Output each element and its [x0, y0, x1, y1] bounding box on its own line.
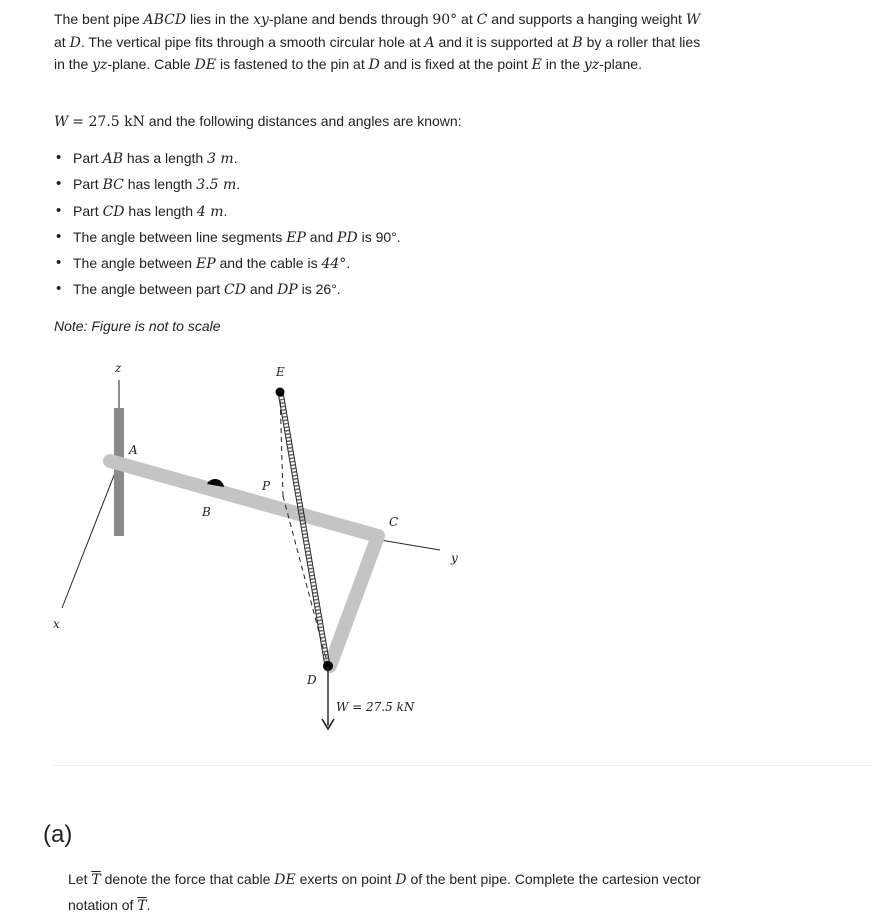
label-y: y [451, 551, 458, 565]
part-label: (a) [43, 821, 73, 848]
fact-item: • Part AB has a length 3 m. [54, 147, 401, 173]
label-d: D [307, 673, 317, 687]
label-c: C [389, 515, 399, 529]
fact-item: • Part CD has length 4 m. [54, 200, 401, 226]
fact-item: • The angle between line segments EP and PD is 90°. [54, 226, 401, 252]
divider [54, 765, 872, 766]
label-z: z [115, 361, 122, 375]
known-values-list [54, 147, 401, 305]
y-axis [380, 540, 440, 550]
given-values: W = 27.5 kN and the following distances and angles are known: [54, 113, 462, 130]
fact-item: • The angle between part CD and DP is 26°. [54, 278, 401, 304]
weight-label: W = 27.5 kN [336, 700, 415, 714]
label-b: B [202, 505, 211, 519]
pin-e [276, 388, 285, 397]
fact-item: • Part BC has length 3.5 m. [54, 173, 401, 199]
label-a: A [129, 443, 138, 457]
fact-item: • The angle between EP and the cable is 44°. [54, 252, 401, 278]
x-axis [62, 460, 120, 608]
vertical-pipe [114, 408, 124, 536]
figure-note: Note: Figure is not to scale [54, 318, 221, 334]
pipe-figure [0, 350, 520, 750]
label-p: P [262, 479, 271, 493]
cable-de-outline-2 [283, 392, 330, 666]
label-e: E [276, 365, 285, 379]
label-x: x [53, 617, 60, 631]
question-text: Let $\overline{T}$ denote the force that cable DE exerts on point D of the bent pipe. Complete the cartesion vector notation of $\overline{T}$. [68, 871, 701, 914]
problem-statement: The bent pipe ABCD lies in the xy-plane and bends through 90° at C and supports a hanging weight W at D. The vertical pipe fits through a smooth circular hole at A and it is supported at B by a roller that lies in the yz-plane. Cable DE is fastened to the pin at D and is fixed at the point E in the yz-plane. [54, 11, 701, 73]
cable-de [281, 392, 328, 666]
pipe-cd [330, 536, 378, 666]
pipe-ab-bc [110, 461, 378, 536]
cable-de-outline-1 [278, 392, 325, 666]
